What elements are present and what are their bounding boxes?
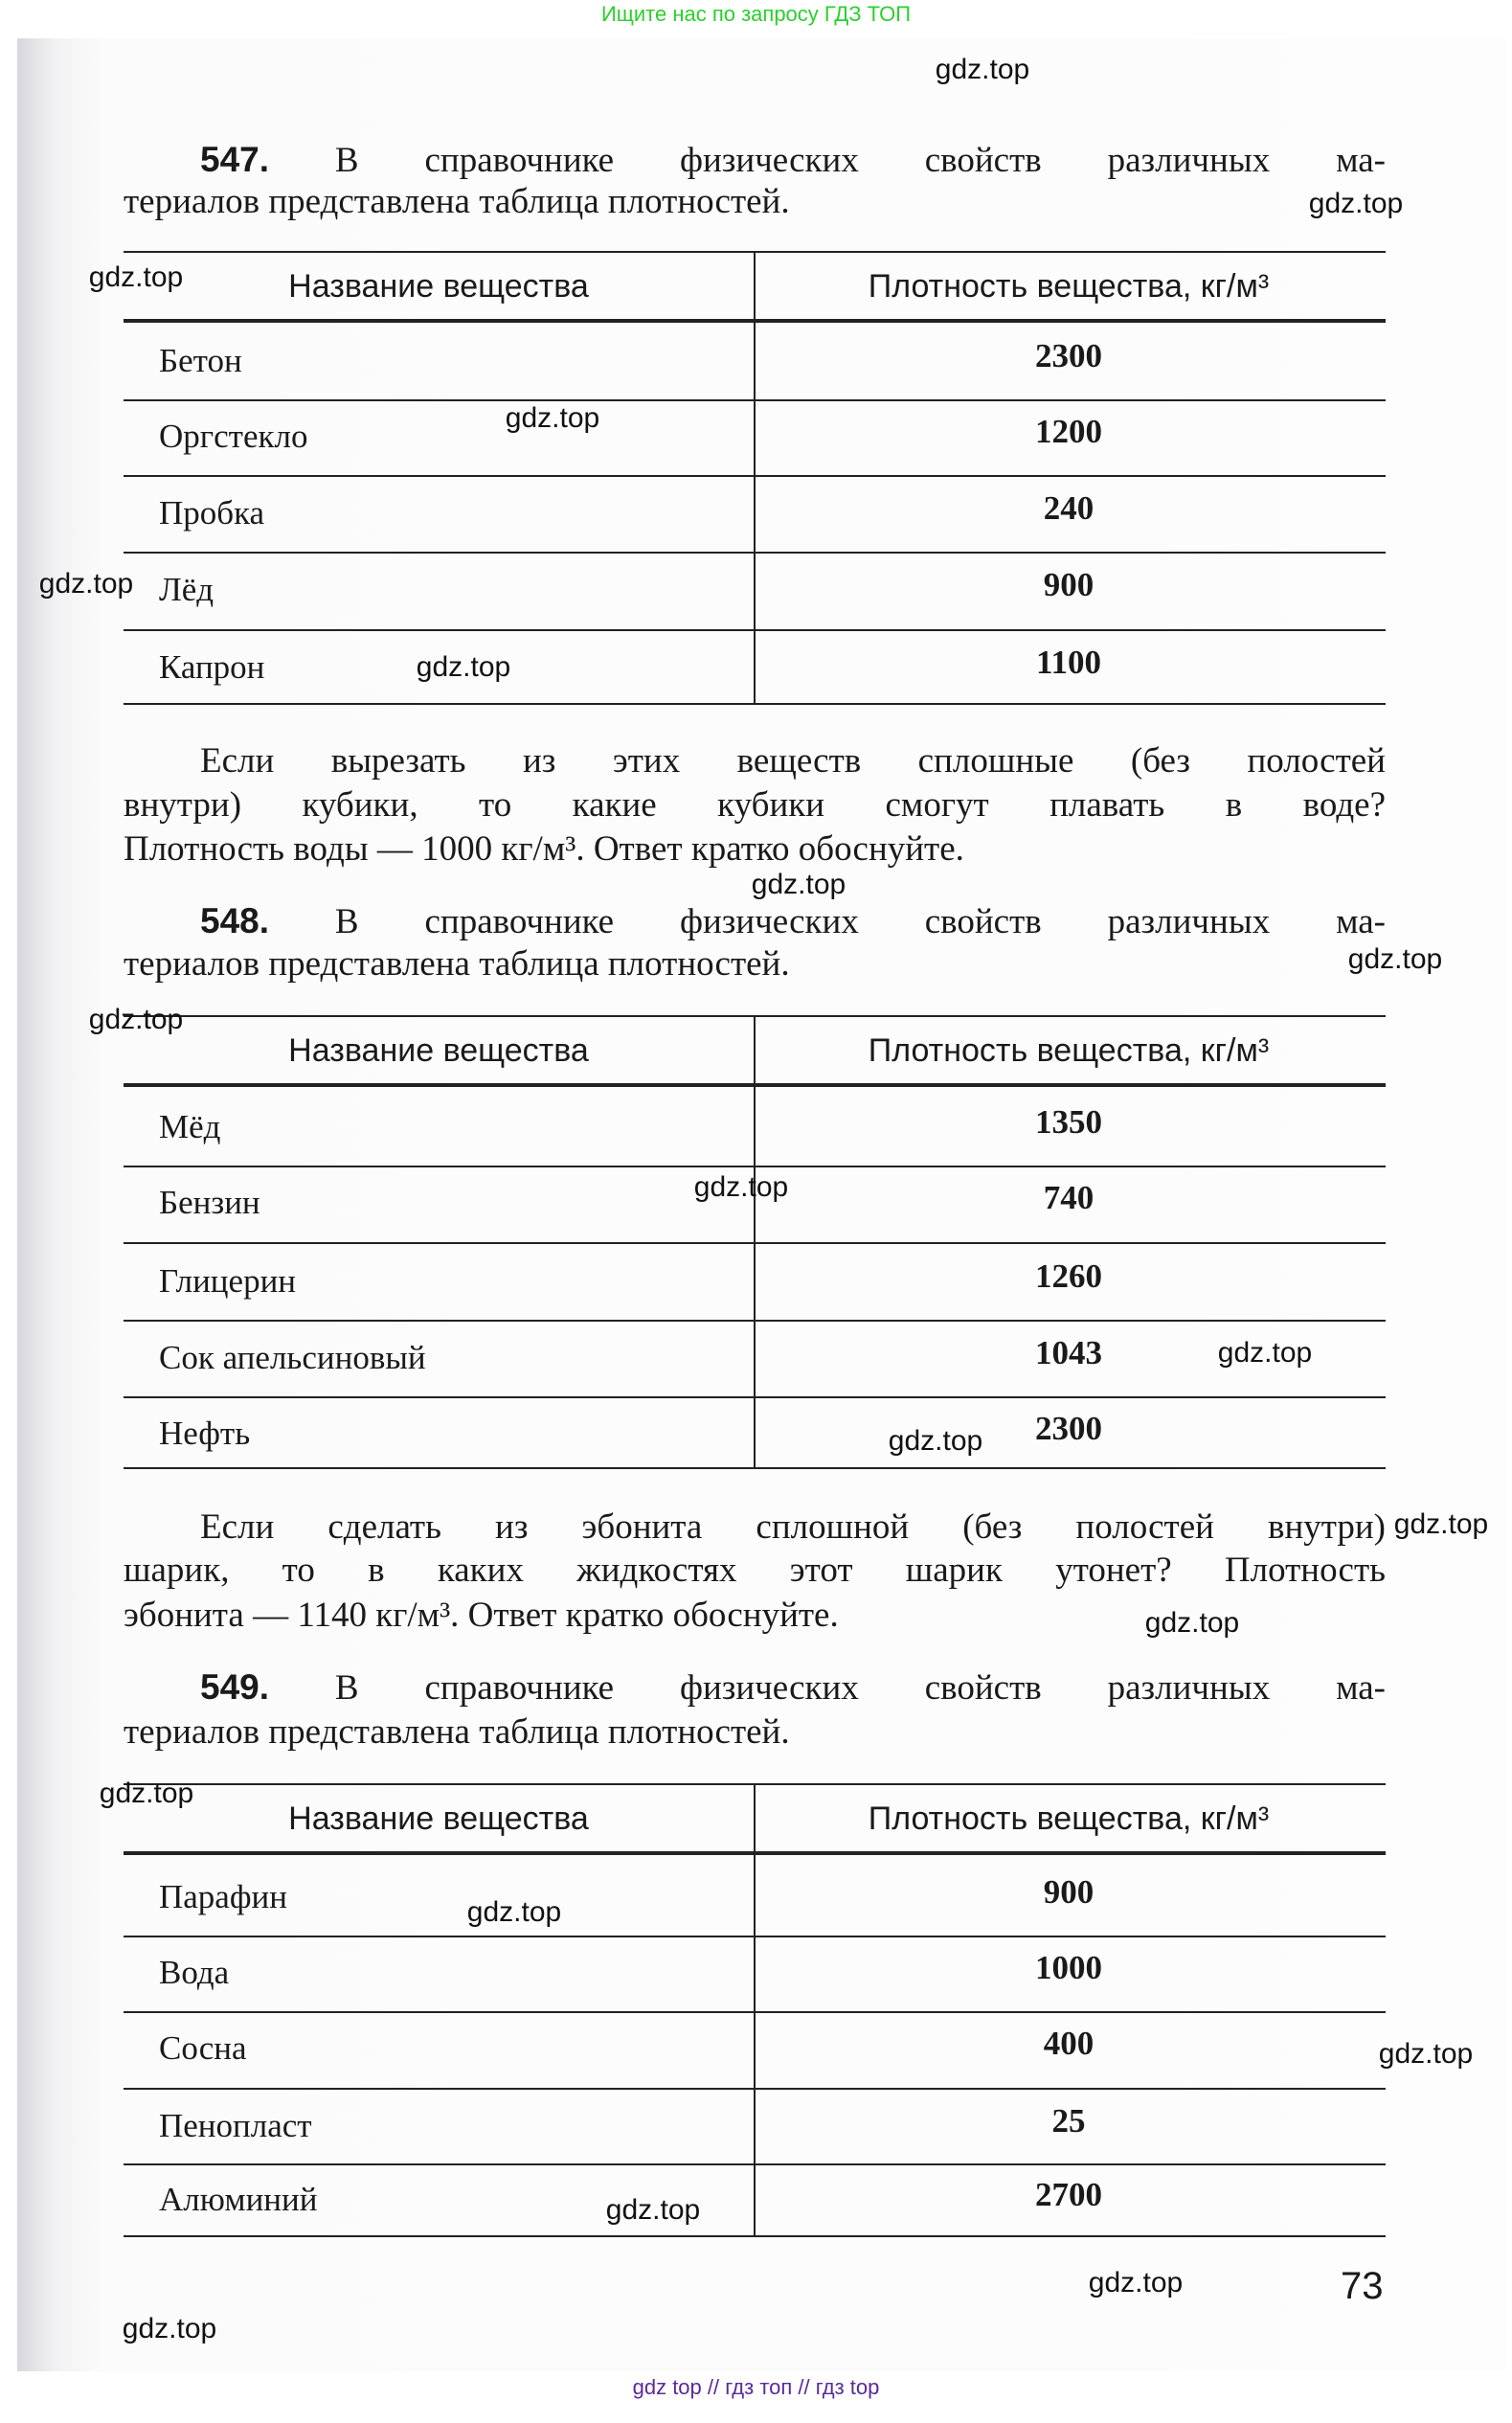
row-rule (124, 2011, 1386, 2013)
table-row-name: Сок апельсиновый (159, 1339, 426, 1376)
watermark: gdz.top (1088, 2267, 1184, 2298)
header-density: Плотность вещества, кг/м³ (868, 1032, 1270, 1069)
table-row-value: 900 (1043, 1873, 1095, 1911)
table-row-value: 900 (1043, 566, 1095, 603)
task-question-line: внутри) кубики, то какие кубики смогут плавать в воде? (124, 785, 1386, 825)
table-row-name: Глицерин (159, 1262, 297, 1300)
table-row-name: Нефть (159, 1415, 251, 1452)
table-row-value: 1000 (1035, 1949, 1102, 1986)
row-rule (124, 2088, 1386, 2090)
table-row-name: Пенопласт (159, 2107, 312, 2144)
table-row-value: 240 (1043, 489, 1095, 527)
table-row-value: 1200 (1035, 413, 1102, 450)
task-intro-text: териалов представлена таблица плотностей. (124, 182, 790, 221)
table-row-value: 1100 (1035, 644, 1102, 681)
task-question-line: Плотность воды — 1000 кг/м³. Ответ кратко обоснуйте. (124, 829, 964, 869)
watermark: gdz.top (693, 1171, 789, 1203)
watermark: gdz.top (88, 1004, 184, 1035)
task-intro-text: териалов представлена таблица плотностей. (124, 944, 790, 984)
table-row-name: Вода (159, 1954, 230, 1991)
watermark: gdz.top (605, 2194, 701, 2226)
watermark: gdz.top (1347, 943, 1443, 975)
watermark: gdz.top (466, 1896, 562, 1928)
task-intro-text: В справочнике физических свойств различных ма- (334, 902, 1387, 941)
page-number: 73 (1341, 2265, 1384, 2307)
task-number: 547. (200, 140, 270, 179)
header-density: Плотность вещества, кг/м³ (868, 1800, 1270, 1837)
header-name: Название вещества (288, 1800, 589, 1837)
header-density: Плотность вещества, кг/м³ (868, 268, 1270, 305)
header-name: Название вещества (288, 268, 589, 305)
header-name: Название вещества (288, 1032, 589, 1069)
column-divider (754, 1783, 756, 2235)
watermark: gdz.top (1308, 188, 1404, 219)
watermark: gdz.top (88, 261, 184, 293)
task-question-line: Если сделать из эбонита сплошной (без полостей внутри) (200, 1507, 1386, 1547)
table-row-name: Парафин (159, 1878, 287, 1915)
table-row-value: 1350 (1035, 1103, 1102, 1141)
watermark: gdz.top (505, 402, 600, 434)
row-rule (124, 2235, 1386, 2237)
table-row-name: Оргстекло (159, 418, 308, 455)
watermark: gdz.top (1144, 1607, 1240, 1639)
watermark: gdz.top (888, 1425, 983, 1457)
table-row-value: 25 (1051, 2102, 1086, 2140)
table-row-value: 2300 (1035, 1410, 1102, 1447)
table-row-name: Лёд (159, 571, 214, 608)
row-rule (124, 2163, 1386, 2165)
task-intro-text: териалов представлена таблица плотностей. (124, 1712, 790, 1752)
table-row-name: Сосна (159, 2029, 247, 2067)
task-intro-text: В справочнике физических свойств различных ма- (334, 141, 1387, 180)
watermark: gdz.top (99, 1778, 194, 1809)
table-row-value: 1260 (1035, 1257, 1102, 1295)
table-row-name: Пробка (159, 494, 265, 532)
table-row-name: Бензин (159, 1184, 260, 1221)
watermark: gdz.top (1393, 1508, 1489, 1540)
watermark: gdz.top (1217, 1337, 1313, 1369)
watermark: gdz.top (122, 2313, 217, 2344)
row-rule (124, 1936, 1386, 1937)
table-row-value: 400 (1043, 2025, 1095, 2062)
table-row-value: 2300 (1035, 337, 1102, 374)
table-row-value: 1043 (1035, 1334, 1102, 1371)
task-question-line: эбонита — 1140 кг/м³. Ответ кратко обоснуйте. (124, 1596, 839, 1635)
table-row-name: Мёд (159, 1108, 221, 1145)
task-question-line: Если вырезать из этих веществ сплошные (без полостей (200, 741, 1386, 781)
table-row-name: Алюминий (159, 2181, 318, 2218)
table-row-name: Капрон (159, 648, 265, 686)
table-row-value: 740 (1043, 1179, 1095, 1216)
watermark: gdz.top (935, 54, 1030, 85)
watermark: gdz.top (38, 568, 134, 600)
task-number: 549. (200, 1667, 270, 1707)
task-intro-text: В справочнике физических свойств различных ма- (334, 1668, 1387, 1708)
footer-links[interactable]: gdz top // гдз топ // гдз top (632, 2375, 880, 2399)
search-banner[interactable]: Ищите нас по запросу ГДЗ ТОП (600, 2, 912, 26)
task-question-line: шарик, то в каких жидкостях этот шарик утонет? Плотность (124, 1551, 1386, 1590)
watermark: gdz.top (416, 651, 511, 683)
table-row-name: Бетон (159, 342, 242, 379)
table-row-value: 2700 (1035, 2176, 1102, 2213)
watermark: gdz.top (751, 869, 846, 900)
task-number: 548. (200, 901, 270, 940)
density-table (124, 0, 1386, 2423)
watermark: gdz.top (1378, 2038, 1474, 2070)
